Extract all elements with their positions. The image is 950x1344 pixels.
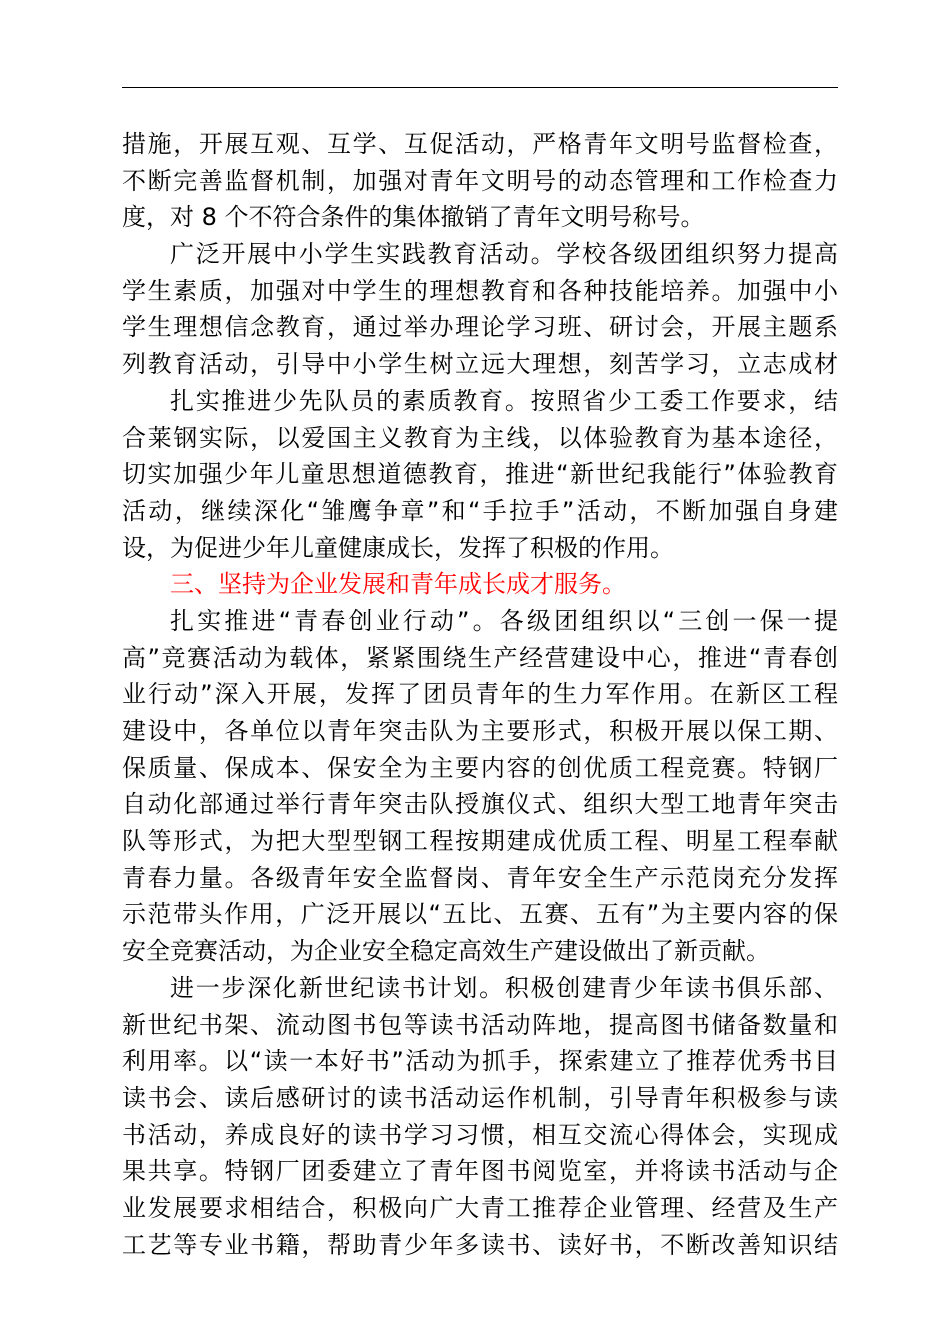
document-body <box>122 126 838 1263</box>
text-line: 建设中，各单位以青年突击队为主要形式，积极开展以保工期、 <box>122 717 838 745</box>
text-line: 工艺等专业书籍，帮助青少年多读书、读好书，不断改善知识结 <box>122 1230 838 1259</box>
text-line: 保质量、保成本、保安全为主要内容的创优质工程竞赛。特钢厂 <box>122 753 838 782</box>
text-line: 列教育活动，引导中小学生树立远大理想，刻苦学习，立志成材 <box>122 350 838 379</box>
text-line: 业发展要求相结合，积极向广大青工推荐企业管理、经营及生产 <box>122 1193 838 1222</box>
paragraph <box>122 970 838 1264</box>
text-line: 扎实推进“青春创业行动”。各级团组织以“三创一保一提 <box>170 606 838 635</box>
text-line: 业行动”深入开展，发挥了团员青年的生力军作用。在新区工程 <box>122 680 838 709</box>
text-line: 广泛开展中小学生实践教育活动。学校各级团组织努力提高 <box>170 240 838 269</box>
text-line: 进一步深化新世纪读书计划。积极创建青少年读书俱乐部、 <box>170 973 838 1002</box>
text-line: 果共享。特钢厂团委建立了青年图书阅览室，并将读书活动与企 <box>122 1157 838 1186</box>
paragraph <box>122 603 838 970</box>
header-rule <box>122 87 838 88</box>
paragraph <box>122 126 838 236</box>
text-line: 新世纪书架、流动图书包等读书活动阵地，提高图书储备数量和 <box>122 1010 838 1039</box>
text-line: 自动化部通过举行青年突击队授旗仪式、组织大型工地青年突击 <box>122 790 838 819</box>
text-line: 度，对 8 个不符合条件的集体撤销了青年文明号称号。 <box>122 203 705 232</box>
text-line: 学生理想信念教育，通过举办理论学习班、研讨会，开展主题系 <box>122 313 838 342</box>
text-line: 利用率。以“读一本好书”活动为抓手，探索建立了推荐优秀书目 <box>122 1047 838 1076</box>
section-heading: 三、坚持为企业发展和青年成长成才服务。 <box>170 570 626 599</box>
text-line: 活动，继续深化“雏鹰争章”和“手拉手”活动，不断加强自身建 <box>122 496 838 525</box>
text-line: 高”竞赛活动为载体，紧紧围绕生产经营建设中心，推进“青春创 <box>122 643 838 672</box>
paragraph <box>122 383 838 566</box>
text-line: 合莱钢实际，以爱国主义教育为主线，以体验教育为基本途径， <box>122 423 838 452</box>
text-line: 扎实推进少先队员的素质教育。按照省少工委工作要求，结 <box>170 386 838 415</box>
text-line: 措施，开展互观、互学、互促活动，严格青年文明号监督检查， <box>122 130 838 158</box>
text-line: 切实加强少年儿童思想道德教育，推进“新世纪我能行”体验教育 <box>122 460 838 489</box>
text-line: 青春力量。各级青年安全监督岗、青年安全生产示范岗充分发挥 <box>122 863 838 892</box>
text-line: 设，为促进少年儿童健康成长，发挥了积极的作用。 <box>122 533 674 562</box>
text-line: 示范带头作用，广泛开展以“五比、五赛、五有”为主要内容的保 <box>122 900 838 929</box>
text-line: 读书会、读后感研讨的读书活动运作机制，引导青年积极参与读 <box>122 1083 838 1112</box>
text-line: 不断完善监督机制，加强对青年文明号的动态管理和工作检查力 <box>122 166 838 195</box>
text-line: 安全竞赛活动，为企业安全稳定高效生产建设做出了新贡献。 <box>122 937 770 966</box>
text-line: 书活动，养成良好的读书学习习惯，相互交流心得体会，实现成 <box>122 1120 838 1149</box>
text-line: 学生素质，加强对中学生的理想教育和各种技能培养。加强中小 <box>122 276 838 305</box>
text-line: 队等形式，为把大型型钢工程按期建成优质工程、明星工程奉献 <box>122 827 838 856</box>
paragraph <box>122 236 838 383</box>
